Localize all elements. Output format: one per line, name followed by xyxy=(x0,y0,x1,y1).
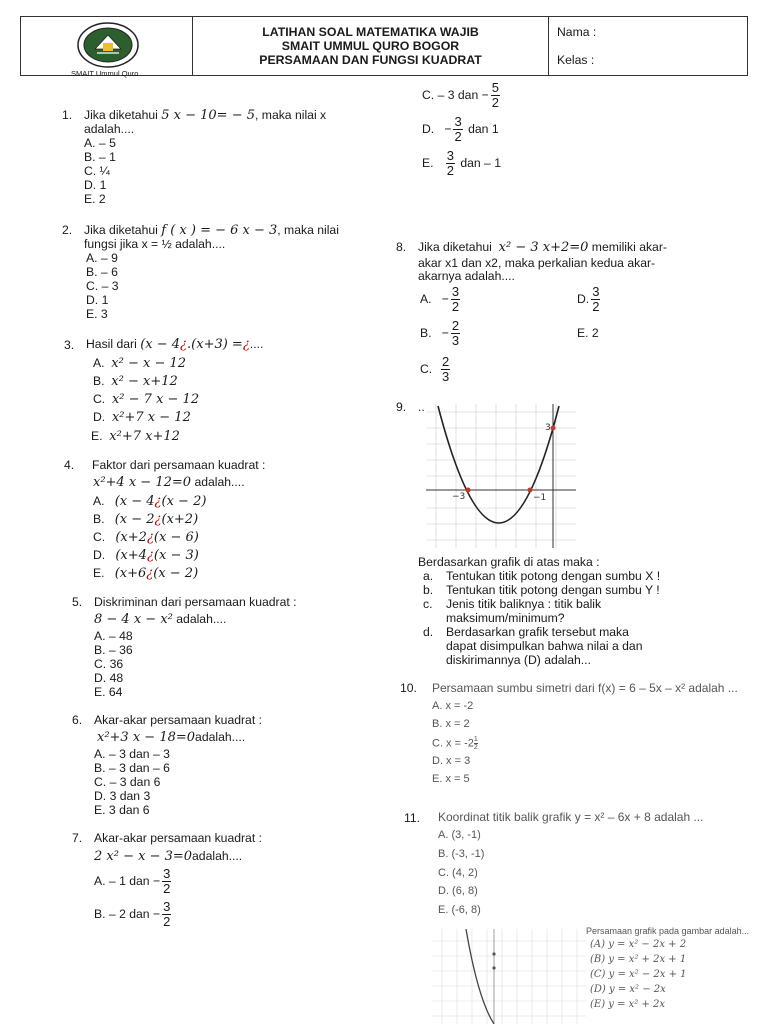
class-label: Kelas : xyxy=(557,53,595,67)
fraction xyxy=(451,285,460,314)
numerator: 3 xyxy=(163,866,171,882)
question-stem: , maka nilai xyxy=(277,223,339,237)
question-stem: , maka nilai x xyxy=(255,108,327,122)
option-d[interactable]: D. 3 dan 3 xyxy=(94,789,151,803)
option-letter: B. xyxy=(420,326,432,340)
option-a[interactable] xyxy=(93,356,186,371)
question-number: 2. xyxy=(62,223,73,237)
option-e[interactable]: E. x = 5 xyxy=(432,773,470,785)
option-a[interactable]: A. – 5 xyxy=(84,136,116,150)
option-a[interactable]: A. (3, -1) xyxy=(438,829,481,841)
option-c[interactable] xyxy=(93,392,199,407)
option-text: C. x = -2 xyxy=(432,737,474,750)
option-e[interactable]: E. 3 dan 6 xyxy=(94,803,150,817)
option-e[interactable]: E. 2 xyxy=(84,192,106,206)
math-expression: (x − 3) xyxy=(153,548,199,563)
question-stem: .... xyxy=(249,337,264,351)
question-text xyxy=(93,475,245,490)
y-intercept-point xyxy=(551,426,556,431)
question-stem: memiliki akar- xyxy=(591,240,667,254)
fraction xyxy=(162,867,171,896)
option-a[interactable]: A. x = -2 xyxy=(432,700,474,712)
name-label: Nama : xyxy=(557,25,597,39)
math-expression: (x − 6) xyxy=(153,530,199,545)
question-text: Diskriminan dari persamaan kuadrat : xyxy=(94,595,297,609)
title-line: PERSAMAAN DAN FUNGSI KUADRAT xyxy=(259,53,482,67)
question-number: 1. xyxy=(62,108,73,122)
encoding-glyph: ¿ xyxy=(146,530,154,545)
option-b[interactable] xyxy=(93,374,178,389)
denominator: 2 xyxy=(446,163,454,179)
math-expression: (x+2 xyxy=(115,530,147,545)
option-letter: C. xyxy=(420,362,433,376)
graph-point xyxy=(492,952,495,955)
option-text: B. – 2 dan − xyxy=(94,907,161,921)
question-stem: adalah.... xyxy=(194,475,245,489)
math-expression: x² − 3 x+2=0 xyxy=(498,240,589,255)
subquestion-letter: c. xyxy=(423,597,433,611)
question-text xyxy=(86,337,263,352)
option-b[interactable]: B. – 6 xyxy=(86,265,118,279)
question-text: akarnya adalah.... xyxy=(418,269,515,283)
subquestion-letter: a. xyxy=(423,569,434,583)
worksheet-header xyxy=(20,16,748,76)
option-d[interactable] xyxy=(422,114,499,144)
encoding-glyph: ¿ xyxy=(242,337,250,352)
question-number: 3. xyxy=(64,338,75,352)
subquestion-text: Berdasarkan grafik tersebut maka xyxy=(446,625,629,639)
numerator: 3 xyxy=(446,148,454,164)
math-expression: 8 − 4 x − x² xyxy=(94,612,173,627)
option-b[interactable]: (B) y = x² + 2x + 1 xyxy=(590,954,687,965)
question-text: akar x1 dan x2, maka perkalian kedua akar- xyxy=(418,256,656,270)
option-c[interactable] xyxy=(432,736,478,751)
option-letter: C. xyxy=(93,392,106,406)
option-b[interactable]: B. – 1 xyxy=(84,150,116,164)
question-number: 4. xyxy=(64,458,75,472)
math-expression: (x − 2 xyxy=(114,512,155,527)
question-text: Berdasarkan grafik di atas maka : xyxy=(418,555,600,569)
option-d[interactable] xyxy=(93,548,199,563)
question-text: Faktor dari persamaan kuadrat : xyxy=(92,458,266,472)
worksheet-title xyxy=(193,17,549,75)
option-d[interactable]: D. 1 xyxy=(86,293,109,307)
option-d[interactable] xyxy=(93,410,191,425)
subquestion-text: maksimum/minimum? xyxy=(446,611,565,625)
denominator: 2 xyxy=(473,744,478,751)
question-stem: Hasil dari xyxy=(86,337,137,351)
numerator: 3 xyxy=(451,284,460,300)
root-label: −1 xyxy=(533,493,547,503)
option-c[interactable]: C. ¼ xyxy=(84,164,110,178)
option-a[interactable] xyxy=(420,284,462,314)
option-b[interactable]: B. x = 2 xyxy=(432,718,470,730)
option-b[interactable]: B. – 3 dan – 6 xyxy=(94,761,170,775)
fraction xyxy=(446,149,455,178)
question-text: Persamaan sumbu simetri dari f(x) = 6 – 5x – x² adalah ... xyxy=(432,681,738,695)
option-letter: D. xyxy=(422,122,435,136)
option-letter: E. xyxy=(93,566,105,580)
minus-sign: − xyxy=(444,122,452,136)
numerator: 5 xyxy=(491,80,499,96)
graph-point xyxy=(492,966,495,969)
question-text: .. xyxy=(418,400,425,414)
subquestion-letter: d. xyxy=(423,625,434,639)
option-e[interactable]: E. (-6, 8) xyxy=(438,904,481,916)
subquestion-letter: b. xyxy=(423,583,434,597)
question-number: 7. xyxy=(72,831,83,845)
fraction xyxy=(491,81,500,110)
option-e[interactable] xyxy=(93,566,198,581)
question-text: fungsi jika x = ½ adalah.... xyxy=(84,237,226,251)
option-letter: B. xyxy=(93,374,105,388)
math-expression: (x − 4 xyxy=(114,494,155,509)
fraction xyxy=(591,285,600,314)
question-stem: Jika diketahui xyxy=(84,108,158,122)
fraction xyxy=(162,900,171,929)
question-text xyxy=(94,849,242,864)
encoding-glyph: ¿ xyxy=(154,512,162,527)
root-point xyxy=(528,488,533,493)
option-e[interactable]: (E) y = x² + 2x xyxy=(590,999,666,1010)
math-expression: x² − x+12 xyxy=(111,374,178,389)
numerator: 2 xyxy=(441,354,450,370)
option-letter: D. xyxy=(93,410,106,424)
question-number: 5. xyxy=(72,595,83,609)
question-text xyxy=(94,612,226,627)
option-b[interactable]: B. – 36 xyxy=(94,643,133,657)
denominator: 2 xyxy=(592,299,600,315)
question-text xyxy=(84,108,326,123)
math-expression: .(x+3) = xyxy=(187,337,243,352)
root-point xyxy=(466,488,471,493)
option-a[interactable] xyxy=(94,866,173,896)
title-line: SMAIT UMMUL QURO BOGOR xyxy=(281,39,460,53)
option-text: dan 1 xyxy=(468,122,499,136)
subquestion-text: Jenis titik baliknya : titik balik xyxy=(446,597,602,611)
numerator: 3 xyxy=(163,899,171,915)
option-a[interactable]: A. – 48 xyxy=(94,629,133,643)
option-b[interactable]: B. (-3, -1) xyxy=(438,848,485,860)
encoding-glyph: ¿ xyxy=(146,548,154,563)
denominator: 2 xyxy=(491,95,499,111)
option-letter: D. xyxy=(577,292,590,306)
option-a[interactable]: A. – 9 xyxy=(86,251,118,265)
option-e[interactable] xyxy=(422,148,501,178)
option-e[interactable]: E. 64 xyxy=(94,685,123,699)
option-c[interactable] xyxy=(422,80,502,110)
question-stem: adalah.... xyxy=(192,849,243,863)
math-expression: 5 x − 10= − 5 xyxy=(161,108,256,123)
option-text: A. – 1 dan − xyxy=(94,874,161,888)
question-stem: Jika diketahui xyxy=(84,223,158,237)
denominator: 2 xyxy=(454,129,462,145)
question-text: Koordinat titik balik grafik y = x² – 6x + 8 adalah ... xyxy=(438,810,704,824)
option-text: C. – 3 dan − xyxy=(422,88,489,102)
fraction xyxy=(441,355,450,384)
denominator: 2 xyxy=(163,914,171,930)
question-number: 9. xyxy=(396,400,407,414)
numerator: 3 xyxy=(454,114,462,130)
option-b[interactable] xyxy=(420,318,462,348)
school-logo-icon xyxy=(73,21,143,69)
option-letter: E. xyxy=(422,156,434,170)
math-expression: x²+3 x − 18=0 xyxy=(97,730,196,745)
option-a[interactable]: A. – 3 dan – 3 xyxy=(94,747,170,761)
question-number: 10. xyxy=(400,681,417,695)
parabola-graph xyxy=(426,404,576,548)
math-expression: x² − 7 x − 12 xyxy=(111,392,200,407)
option-b[interactable] xyxy=(93,512,198,527)
parabola-graph xyxy=(432,929,586,1024)
question-text xyxy=(418,240,667,255)
math-expression: (x − 4 xyxy=(140,337,181,352)
math-expression: x²+7 x − 12 xyxy=(111,410,191,425)
option-letter: A. xyxy=(93,356,105,370)
option-c[interactable]: C. – 3 xyxy=(86,279,119,293)
question-stem: adalah.... xyxy=(176,612,227,626)
math-expression: f ( x ) = − 6 x − 3 xyxy=(161,223,278,238)
math-expression: x²+7 x+12 xyxy=(109,429,180,444)
option-d[interactable]: D. (6, 8) xyxy=(438,885,478,897)
school-logo-cell xyxy=(21,17,193,78)
question-text xyxy=(97,730,245,745)
question-text: Akar-akar persamaan kuadrat : xyxy=(94,713,262,727)
subquestion-text: diskirimannya (D) adalah... xyxy=(446,653,591,667)
option-c[interactable]: C. 36 xyxy=(94,657,124,671)
question-text xyxy=(84,223,339,238)
y-intercept-label: 3 xyxy=(545,423,551,433)
option-d[interactable]: (D) y = x² − 2x xyxy=(590,984,666,995)
question-stem: Jika diketahui xyxy=(418,240,492,254)
denominator: 2 xyxy=(451,299,460,315)
option-letter: B. xyxy=(93,512,105,526)
denominator: 3 xyxy=(451,333,460,349)
student-info-cell xyxy=(549,17,747,75)
root-label: −3 xyxy=(452,492,466,502)
option-e[interactable] xyxy=(91,429,180,444)
fraction xyxy=(451,319,460,348)
minus-sign: − xyxy=(441,292,449,306)
option-e[interactable]: E. 3 xyxy=(86,307,108,321)
math-expression: 2 x² − x − 3=0 xyxy=(94,849,193,864)
fraction xyxy=(474,736,478,751)
option-a[interactable] xyxy=(93,494,206,509)
minus-sign: − xyxy=(441,326,449,340)
encoding-glyph: ¿ xyxy=(154,494,162,509)
question-number: 6. xyxy=(72,713,83,727)
option-letter: A. xyxy=(93,494,105,508)
math-expression: (x+6 xyxy=(114,566,147,581)
option-d[interactable]: D. x = 3 xyxy=(432,755,471,767)
option-d[interactable]: D. 48 xyxy=(94,671,124,685)
math-expression: x²+4 x − 12=0 xyxy=(93,475,192,490)
math-expression: (x+2) xyxy=(161,512,199,527)
title-line: LATIHAN SOAL MATEMATIKA WAJIB xyxy=(262,25,479,39)
numerator: 2 xyxy=(451,318,460,334)
option-c[interactable] xyxy=(93,530,199,545)
option-b[interactable] xyxy=(94,899,173,929)
option-d[interactable]: D. 1 xyxy=(84,178,107,192)
question-number: 11. xyxy=(404,811,421,825)
math-expression: (x − 2) xyxy=(161,494,207,509)
math-expression: (x − 2) xyxy=(153,566,199,581)
question-text: Persamaan grafik pada gambar adalah... xyxy=(586,926,750,936)
option-d[interactable] xyxy=(577,284,602,314)
option-a[interactable]: (A) y = x² − 2x + 2 xyxy=(590,939,687,950)
encoding-glyph: ¿ xyxy=(180,337,188,352)
fraction xyxy=(453,115,462,144)
question-stem: adalah.... xyxy=(195,730,246,744)
option-c[interactable]: C. (4, 2) xyxy=(438,867,478,879)
option-text: dan – 1 xyxy=(460,156,501,170)
logo-caption: SMAIT Ummul Quro xyxy=(71,69,139,78)
numerator: 3 xyxy=(592,284,600,300)
option-e[interactable]: E. 2 xyxy=(577,326,599,340)
question-text: adalah.... xyxy=(84,122,135,136)
subquestion-text: Tentukan titik potong dengan sumbu X ! xyxy=(446,569,661,583)
denominator: 2 xyxy=(163,881,171,897)
denominator: 3 xyxy=(441,369,450,385)
option-c[interactable] xyxy=(420,354,452,384)
option-letter: E. xyxy=(91,429,103,443)
question-number: 8. xyxy=(396,240,407,254)
option-letter: C. xyxy=(93,530,106,544)
option-letter: D. xyxy=(93,548,106,562)
option-c[interactable]: C. – 3 dan 6 xyxy=(94,775,161,789)
encoding-glyph: ¿ xyxy=(146,566,154,581)
option-c[interactable]: (C) y = x² − 2x + 1 xyxy=(590,969,687,980)
math-expression: x² − x − 12 xyxy=(111,356,187,371)
subquestion-text: Tentukan titik potong dengan sumbu Y ! xyxy=(446,583,660,597)
numerator: 1 xyxy=(473,736,478,743)
subquestion-text: dapat disimpulkan bahwa nilai a dan xyxy=(446,639,643,653)
math-expression: (x+4 xyxy=(115,548,147,563)
option-letter: A. xyxy=(420,292,432,306)
question-text: Akar-akar persamaan kuadrat : xyxy=(94,831,262,845)
